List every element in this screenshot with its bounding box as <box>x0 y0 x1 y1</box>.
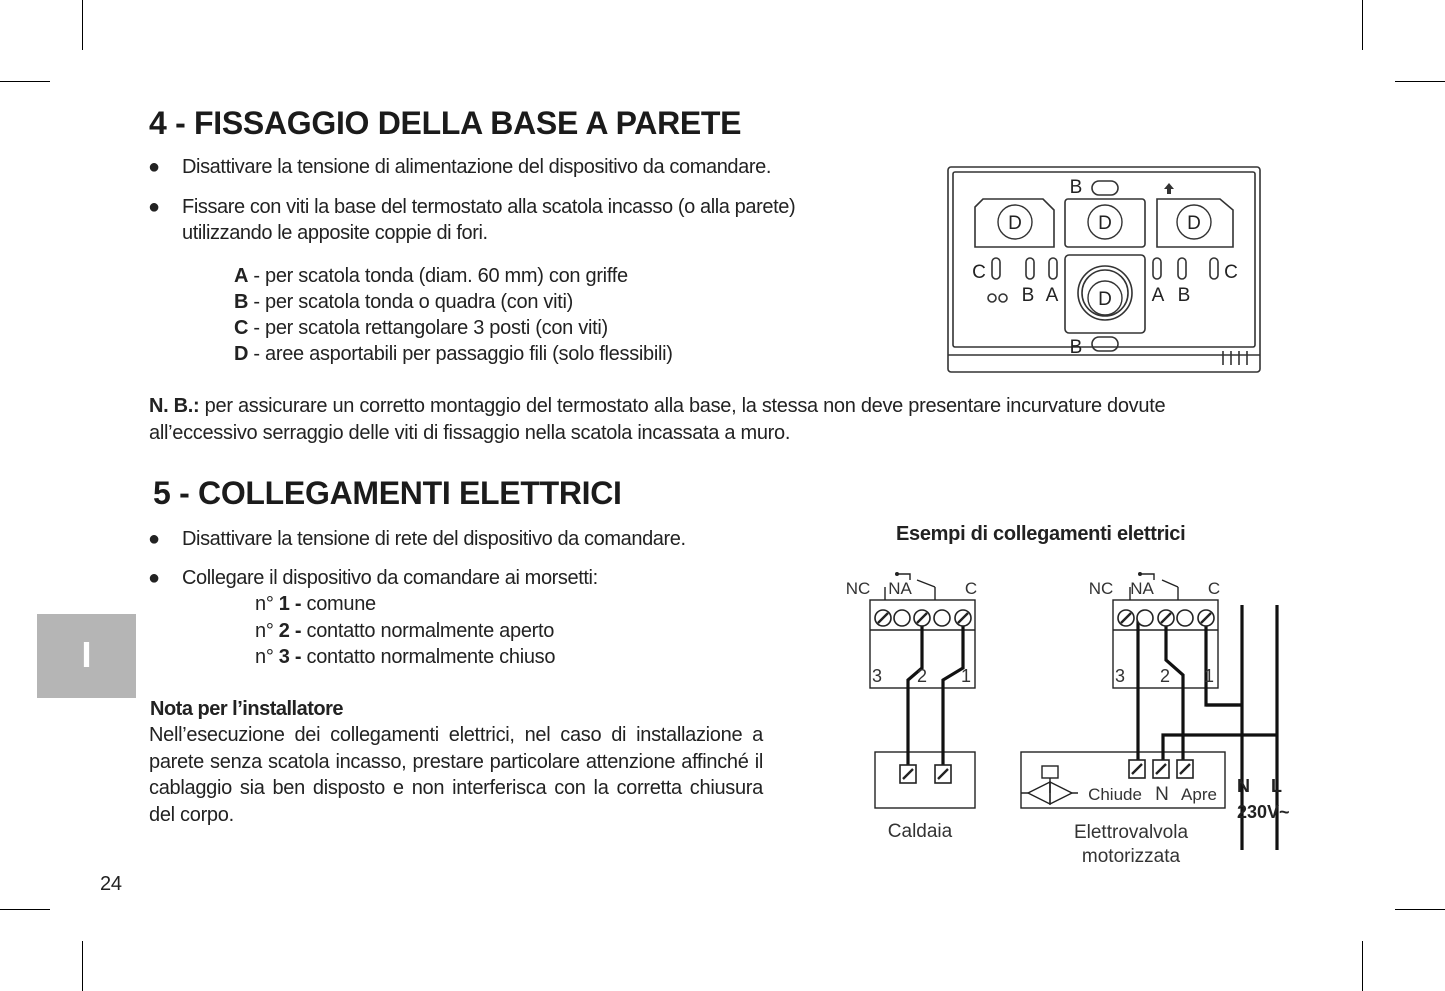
bullet-text: Collegare il dispositivo da comandare ai morsetti: <box>182 567 598 589</box>
supply-n-label: N <box>1237 776 1250 796</box>
label-d-right: D <box>1187 213 1201 234</box>
section-4-title: 4 - FISSAGGIO DELLA BASE A PARETE <box>149 105 742 141</box>
label-d-center: D <box>1098 289 1112 310</box>
left-c-label: C <box>964 579 978 598</box>
left-term-2: 2 <box>916 666 928 686</box>
page-number: 24 <box>100 873 122 895</box>
crop-mark <box>82 0 83 50</box>
hole-legend-b: B - per scatola tonda o quadra (con viti) <box>234 291 574 313</box>
crop-mark <box>1395 81 1445 82</box>
left-nc-label: NC <box>845 579 871 598</box>
wiring-title: Esempi di collegamenti elettrici <box>896 523 1186 545</box>
right-term-2: 2 <box>1159 666 1171 686</box>
label-b-top: B <box>1069 177 1083 198</box>
note-text: per assicurare un corretto montaggio del termostato alla base, la stessa non deve presentare incurvature dovute all’eccessivo serraggio delle viti di fissaggio nella scatola incassata a muro. <box>149 395 1166 444</box>
bullet-icon: ● <box>148 156 160 178</box>
label-a-right: A <box>1151 285 1165 306</box>
section-5-title: 5 - COLLEGAMENTI ELETTRICI <box>153 475 622 511</box>
valve-close-label: Chiude <box>1088 785 1142 804</box>
right-c-label: C <box>1207 579 1221 598</box>
bullet-item <box>148 526 782 552</box>
bullet-item <box>148 154 882 180</box>
base-diagram <box>945 165 1265 377</box>
bullet-text: Fissare con viti la base del termostato alla scatola incasso (o alla parete) utilizzando le apposite coppie di fori. <box>182 196 796 244</box>
bullet-icon: ● <box>148 528 160 550</box>
label-d-center-top: D <box>1098 213 1112 234</box>
crop-mark <box>1362 0 1363 50</box>
label-c-left: C <box>972 262 986 283</box>
boiler-label: Caldaia <box>887 821 953 842</box>
valve-label-2: motorizzata <box>1081 846 1181 867</box>
hole-legend-a: A - per scatola tonda (diam. 60 mm) con griffe <box>234 265 628 287</box>
hole-legend-c: C - per scatola rettangolare 3 posti (con viti) <box>234 317 608 339</box>
crop-mark <box>1362 941 1363 991</box>
left-term-1: 1 <box>960 666 972 686</box>
left-na-label: NA <box>888 579 912 598</box>
label-a-left: A <box>1045 285 1059 306</box>
bullet-item <box>148 194 862 246</box>
label-c-right: C <box>1224 262 1238 283</box>
crop-mark <box>0 909 50 910</box>
language-tab <box>37 614 136 698</box>
valve-open-label: Apre <box>1181 785 1217 804</box>
right-nc-label: NC <box>1088 579 1114 598</box>
bullet-icon: ● <box>148 196 160 218</box>
crop-mark <box>0 81 50 82</box>
language-tab-label: I <box>81 634 92 675</box>
label-b-left: B <box>1021 285 1035 306</box>
terminal-2: n° 2 - contatto normalmente aperto <box>255 620 555 642</box>
installer-note-text: Nell’esecuzione dei collegamenti elettrici, nel caso di installazione a parete senza scatola incasso, prestare particolare attenzione affinché il cablaggio sia ben disposto e non interferisca con la corretta chiusura del corpo. <box>149 724 763 826</box>
supply-voltage-label: 230V~ <box>1237 802 1290 822</box>
label-b-right: B <box>1177 285 1191 306</box>
crop-mark <box>82 941 83 991</box>
crop-mark <box>1395 909 1445 910</box>
note-label: N. B.: <box>149 395 200 417</box>
supply-l-label: L <box>1271 776 1282 796</box>
label-d-left: D <box>1008 213 1022 234</box>
bullet-text: Disattivare la tensione di alimentazione del dispositivo da comandare. <box>182 156 772 178</box>
installer-note-title: Nota per l’installatore <box>150 698 343 720</box>
note-paragraph <box>149 393 1269 446</box>
terminal-1: n° 1 - comune <box>255 593 376 615</box>
hole-legend-d: D - aree asportabili per passaggio fili (solo flessibili) <box>234 343 673 365</box>
right-na-label: NA <box>1130 579 1154 598</box>
bullet-item <box>148 565 782 591</box>
valve-neutral-label: N <box>1155 784 1169 805</box>
label-b-bottom: B <box>1069 337 1083 358</box>
right-term-1: 1 <box>1203 666 1215 686</box>
bullet-icon: ● <box>148 567 160 589</box>
left-term-3: 3 <box>871 666 883 686</box>
terminal-3: n° 3 - contatto normalmente chiuso <box>255 646 556 668</box>
valve-label-1: Elettrovalvola <box>1073 822 1189 843</box>
wiring-diagram <box>840 550 1310 880</box>
right-term-3: 3 <box>1114 666 1126 686</box>
bullet-text: Disattivare la tensione di rete del dispositivo da comandare. <box>182 528 686 550</box>
